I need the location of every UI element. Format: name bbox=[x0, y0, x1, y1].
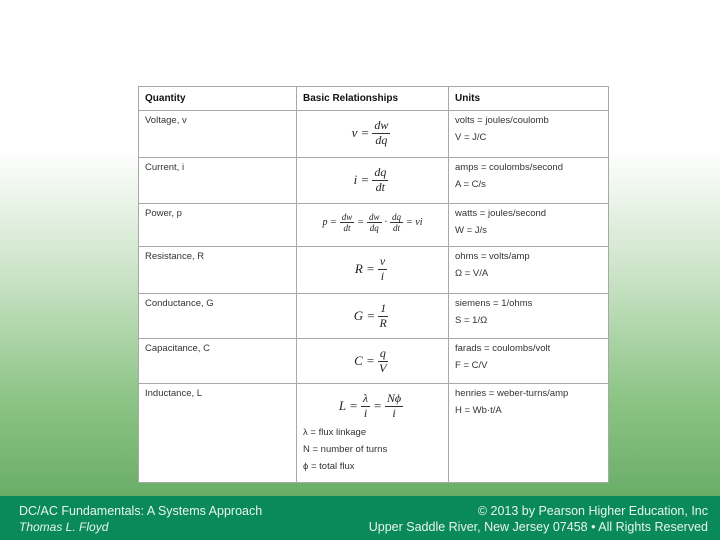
unit-symbol: H = Wb·t/A bbox=[455, 405, 502, 416]
quantity-cell: Resistance, R bbox=[139, 247, 297, 294]
denominator: dq bbox=[369, 223, 379, 234]
lhs: R = bbox=[354, 261, 375, 277]
quantity-cell: Voltage, v bbox=[139, 111, 297, 158]
units-cell bbox=[449, 247, 609, 294]
relationship-cell bbox=[297, 294, 449, 339]
table-row bbox=[139, 294, 609, 339]
fraction bbox=[390, 212, 403, 234]
note: ϕ = total flux bbox=[303, 460, 355, 472]
unit-text: siemens = 1/ohms bbox=[455, 298, 533, 309]
dot: · bbox=[384, 217, 388, 229]
unit-symbol: Ω = V/A bbox=[455, 268, 489, 279]
table-row bbox=[139, 339, 609, 384]
table-row bbox=[139, 247, 609, 294]
units-cell bbox=[449, 384, 609, 483]
unit-symbol: S = 1/Ω bbox=[455, 315, 488, 326]
equals: = bbox=[357, 217, 365, 229]
tail: = vi bbox=[406, 217, 423, 229]
denominator: dt bbox=[393, 223, 401, 234]
fraction bbox=[367, 212, 382, 234]
denominator: V bbox=[379, 360, 387, 375]
relationship-cell bbox=[297, 339, 449, 384]
unit-text: henries = weber-turns/amp bbox=[455, 388, 569, 399]
notes bbox=[303, 427, 442, 472]
book-title: DC/AC Fundamentals: A Systems Approach bbox=[19, 504, 263, 518]
lhs: G = bbox=[353, 308, 376, 324]
unit-text: watts = joules/second bbox=[455, 208, 547, 219]
unit-symbol: F = C/V bbox=[455, 360, 488, 371]
numerator: 1 bbox=[380, 301, 387, 315]
numerator: q bbox=[379, 346, 386, 360]
fraction bbox=[378, 347, 388, 376]
denominator: i bbox=[363, 405, 368, 420]
address: Upper Saddle River, New Jersey 07458 • All Rights Reserved bbox=[368, 520, 708, 534]
unit-symbol: W = J/s bbox=[455, 225, 487, 236]
note: N = number of turns bbox=[303, 443, 388, 455]
numerator: dw bbox=[341, 212, 353, 222]
fraction bbox=[378, 255, 387, 284]
fraction bbox=[378, 302, 388, 331]
table-row bbox=[139, 158, 609, 204]
numerator: λ bbox=[362, 391, 369, 405]
unit-text: volts = joules/coulomb bbox=[455, 115, 549, 126]
fraction bbox=[372, 119, 390, 148]
header-quantity: Quantity bbox=[139, 87, 297, 111]
table-row bbox=[139, 111, 609, 158]
denominator: R bbox=[379, 315, 387, 330]
lhs: v = bbox=[351, 125, 370, 141]
denominator: dt bbox=[375, 179, 385, 194]
note: λ = flux linkage bbox=[303, 426, 367, 438]
units-cell bbox=[449, 339, 609, 384]
numerator: dw bbox=[374, 118, 389, 132]
footer bbox=[0, 496, 720, 540]
lhs: i = bbox=[353, 172, 370, 188]
fraction bbox=[385, 392, 403, 421]
numerator: Nϕ bbox=[386, 391, 402, 405]
relationship-cell bbox=[297, 111, 449, 158]
quantity-cell: Capacitance, C bbox=[139, 339, 297, 384]
table-row bbox=[139, 204, 609, 247]
denominator: i bbox=[380, 268, 385, 283]
header-units: Units bbox=[449, 87, 609, 111]
numerator: dw bbox=[369, 212, 380, 222]
units-cell bbox=[449, 158, 609, 204]
denominator: dq bbox=[375, 132, 388, 147]
unit-symbol: A = C/s bbox=[455, 179, 486, 190]
unit-text: amps = coulombs/second bbox=[455, 162, 563, 173]
units-cell bbox=[449, 111, 609, 158]
table-row bbox=[139, 384, 609, 483]
numerator: v bbox=[379, 254, 386, 268]
relationship-cell bbox=[297, 204, 449, 247]
numerator: dq bbox=[392, 212, 402, 222]
fraction bbox=[340, 212, 355, 234]
table-header bbox=[139, 87, 609, 111]
unit-text: ohms = volts/amp bbox=[455, 251, 530, 262]
relationship-cell bbox=[297, 158, 449, 204]
relationships-table bbox=[138, 86, 609, 483]
units-cell bbox=[449, 204, 609, 247]
denominator: dt bbox=[343, 223, 351, 234]
units-cell bbox=[449, 294, 609, 339]
quantity-cell: Power, p bbox=[139, 204, 297, 247]
quantity-cell: Current, i bbox=[139, 158, 297, 204]
fraction bbox=[361, 392, 370, 421]
relationship-cell bbox=[297, 384, 449, 483]
numerator: dq bbox=[374, 165, 387, 179]
lhs: C = bbox=[354, 353, 375, 369]
copyright: © 2013 by Pearson Higher Education, Inc bbox=[477, 504, 708, 518]
lhs: L = bbox=[338, 398, 358, 414]
quantity-cell: Inductance, L bbox=[139, 384, 297, 483]
unit-text: farads = coulombs/volt bbox=[455, 343, 551, 354]
lhs: p = bbox=[322, 217, 337, 229]
author: Thomas L. Floyd bbox=[19, 520, 109, 534]
unit-symbol: V = J/C bbox=[455, 132, 487, 143]
fraction bbox=[372, 166, 388, 195]
denominator: i bbox=[392, 405, 396, 420]
header-relationships: Basic Relationships bbox=[297, 87, 449, 111]
relationship-cell bbox=[297, 247, 449, 294]
quantity-cell: Conductance, G bbox=[139, 294, 297, 339]
equals: = bbox=[373, 398, 382, 414]
